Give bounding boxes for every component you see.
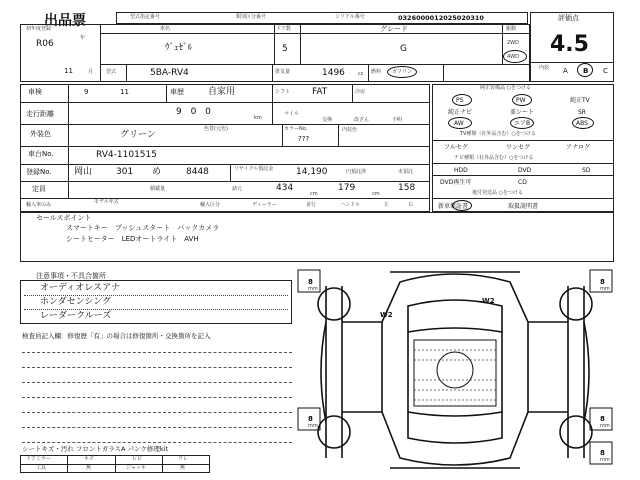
import-type-label: 輸入区分 — [200, 202, 221, 208]
tv-analog: アナログ — [566, 144, 591, 151]
ac-label: 冷房 — [355, 89, 366, 95]
drive-2wd: 2WD — [507, 40, 519, 46]
tread-fl-value: 8 — [308, 278, 313, 286]
equip-pw-circle — [512, 94, 532, 106]
first-reg-month: 11 — [64, 67, 73, 75]
height-value: 158 — [398, 183, 416, 193]
equip-sr: SR — [578, 109, 586, 116]
color-label: 外装色 — [30, 130, 51, 138]
tread-fr-unit: mm — [600, 286, 610, 292]
footer-v4: 無 — [180, 465, 186, 471]
dims-label: 諸元 — [232, 186, 243, 192]
meter-unknown: 不明 — [392, 117, 403, 123]
equip-tv: 純正TV — [570, 97, 590, 104]
interior-grade-b: B — [583, 67, 589, 75]
recycle-unit: 円預託済 — [346, 169, 367, 175]
first-reg-label: 初年度登録 — [26, 26, 52, 32]
note-line-1: オーディオレスアナ — [40, 283, 121, 293]
doors-value: 5 — [282, 44, 288, 54]
model-year-label: モデル年式 — [94, 199, 119, 205]
displacement-unit: cc — [358, 71, 364, 77]
nav-type-label: ナビ種類（社外品含む）○をつける — [454, 155, 534, 161]
tread-rr-value: 8 — [600, 415, 605, 423]
nav-sd: SD — [582, 167, 591, 174]
type-designation-label: 型式指定番号 — [130, 14, 161, 20]
dims-unit-length: cm — [310, 191, 318, 197]
cd-label: CD — [518, 179, 527, 186]
after-items-label: 後付発送品 ○をつける — [472, 190, 523, 196]
nav-dvd: DVD — [518, 167, 532, 174]
length-value: 434 — [276, 183, 294, 193]
footer-v3: ジャッキ — [126, 465, 146, 471]
inspection-year: 9 — [84, 88, 89, 96]
meter-label: マイル — [284, 111, 299, 117]
car-damage-diagram — [296, 262, 614, 476]
note-line-3: レーダークルーズ — [40, 311, 112, 321]
capacity-label: 定員 — [32, 185, 46, 193]
wheel-front-right — [560, 288, 592, 320]
tread-spare-value: 8 — [600, 449, 605, 457]
tread-rr-unit: mm — [600, 423, 610, 429]
color-code-label: カラーNo. — [284, 126, 308, 132]
equip-pw: PW — [516, 97, 526, 104]
interior-color-label: 内装色 — [342, 127, 358, 133]
equip-abs: ABS — [576, 120, 588, 127]
tv-fullseg: フルセグ — [444, 144, 468, 151]
interior-grade-a: A — [563, 67, 568, 75]
chassis-value: RV4-1101515 — [96, 150, 157, 160]
interior-selected-circle — [577, 63, 593, 77]
inspection-month: 11 — [120, 88, 129, 96]
interior-grade-c: C — [603, 67, 608, 75]
tread-fr-value: 8 — [600, 278, 605, 286]
dims-unit-width: cm — [372, 191, 380, 197]
meter-exchanged: 交換 — [322, 117, 333, 123]
wheel-rear-right — [560, 416, 592, 448]
year-suffix: 年 — [80, 35, 86, 41]
sales-points-line1: スマートキー プッシュスタート バックカメラ — [66, 224, 220, 232]
reg-number: 8448 — [186, 167, 209, 177]
mileage-unit: km — [254, 115, 262, 121]
damage-mark-w2-front: W2 — [482, 297, 495, 305]
equip-abs-circle — [572, 117, 594, 129]
equip-airbag-circle — [510, 117, 534, 129]
reg-label: 登録No. — [26, 168, 52, 176]
color-value: グリーン — [120, 130, 156, 140]
recycle-value: 14,190 — [296, 167, 328, 177]
equip-aw: AW — [454, 120, 464, 127]
sales-points-label: セールスポイント — [36, 214, 92, 222]
car-body-top-view — [382, 274, 528, 465]
damage-note: シートキズ・汚れ フロントガラスA パンク修理kit — [22, 445, 169, 453]
handle-left: 左 — [384, 202, 390, 208]
interior-label: 内装 — [539, 65, 550, 71]
recycle-label: リサイクル預託金 — [234, 166, 274, 172]
category-number-label: 類別区分番号 — [236, 14, 267, 20]
car-name-label: 車名 — [160, 26, 171, 32]
fuel-label: 燃料 — [371, 69, 382, 75]
footer-h3: ヒビ — [132, 456, 143, 462]
drive-label: 駆動 — [506, 26, 517, 32]
equip-aw-circle — [448, 117, 472, 129]
form-title: 出品票 — [44, 13, 86, 29]
new-car-warranty: 新車保証書 — [438, 203, 469, 210]
model-label: 型式 — [106, 69, 117, 75]
tread-rl-unit: mm — [308, 423, 318, 429]
load-label: 積載量 — [150, 186, 166, 192]
shift-value: FAT — [312, 87, 328, 97]
spare-wheel — [437, 352, 473, 388]
inspector-note-label: 検査員記入欄：修復歴「有」の場合は修復箇所・交換箇所を記入 — [22, 332, 211, 340]
model-code: 5BA-RV4 — [150, 68, 189, 78]
reg-kana: め — [152, 167, 162, 177]
use-label: 車歴 — [170, 88, 184, 96]
equip-leather: 革シート — [510, 109, 535, 116]
notes-label: 注意事項・不具合箇所 — [36, 272, 106, 280]
tv-oneseg: ワンセグ — [506, 144, 531, 151]
right-side-profile — [568, 286, 584, 458]
reg-class: 301 — [116, 167, 134, 177]
width-value: 179 — [338, 183, 356, 193]
drive-4wd-circle — [503, 50, 527, 63]
car-name: ｳﾞｪｾﾞﾙ — [165, 43, 193, 53]
tread-spare-unit: mm — [600, 457, 610, 463]
use-value: 自家用 — [208, 87, 236, 97]
note-line-2: ホンダセンシング — [40, 297, 112, 307]
reg-area: 岡山 — [74, 167, 93, 177]
mileage-value: 9 0 0 — [176, 107, 214, 117]
parallel-label: 並行 — [306, 202, 317, 208]
serial-number: 0326000012025020310 — [398, 14, 484, 22]
equip-ps: PS — [456, 97, 464, 104]
doors-label: ドア数 — [276, 26, 291, 32]
dealer-label: ディーラー — [252, 202, 277, 208]
left-side-profile — [326, 286, 342, 458]
recycle-status: 未預託 — [398, 169, 414, 175]
displacement-label: 排気量 — [275, 69, 291, 75]
color-code: ??? — [298, 135, 310, 143]
handle-right: 右 — [408, 202, 414, 208]
nav-hdd: HDD — [454, 167, 468, 174]
damage-mark-w2-left: W2 — [380, 311, 393, 319]
tread-rl-value: 8 — [308, 415, 313, 423]
details-grid — [20, 84, 430, 212]
mileage-label: 走行距離 — [26, 110, 54, 118]
tread-fl-unit: mm — [308, 286, 318, 292]
grade-label: グレード — [380, 25, 408, 33]
model-year: R06 — [36, 39, 54, 49]
month-suffix: 月 — [88, 69, 94, 75]
inspection-label: 車検 — [28, 88, 42, 96]
grade-value: G — [400, 44, 407, 54]
wheel-front-left — [318, 288, 350, 320]
footer-v1: 工具 — [36, 465, 47, 471]
serial-label: シリアル番号 — [335, 14, 365, 20]
footer-h2: キズ — [84, 456, 94, 462]
warranty-circle — [452, 200, 472, 211]
shift-label: シフト — [275, 89, 291, 95]
wheel-rear-left — [318, 416, 350, 448]
rating-label: 評価点 — [558, 14, 579, 22]
footer-h4: ワレ — [178, 456, 189, 462]
import-label: 輸入車のみ — [26, 202, 52, 208]
meter-tampered: 改ざん — [354, 117, 370, 123]
handle-label: ハンドル — [340, 202, 361, 208]
drive-4wd: 4WD — [507, 54, 519, 60]
rating-value: 4.5 — [550, 32, 589, 57]
footer-h1: ドアミラー — [26, 456, 51, 462]
color-original-label: 色替(元色) — [204, 126, 228, 132]
footer-v2: 無 — [86, 465, 92, 471]
fuel-circle — [387, 66, 417, 78]
tv-type-label: TV種類（社外品含む）○をつける — [460, 131, 536, 137]
equip-nav: 純正ナビ — [448, 109, 473, 116]
rear-window-area — [408, 412, 502, 443]
displacement-value: 1496 — [322, 68, 345, 78]
owners-manual: 取扱説明書 — [508, 203, 539, 210]
chassis-label: 車台No. — [28, 150, 54, 158]
sales-points-line2: シートヒーター LEDオートライト AVH — [66, 235, 199, 243]
fuel-value: ガソリン — [392, 69, 413, 75]
equipment-title: 純正装備品 ○をつける — [480, 85, 531, 91]
equip-airbag: エアB — [514, 120, 531, 127]
dvd-playback: DVD再生可 — [440, 179, 472, 186]
equip-ps-circle — [452, 94, 472, 106]
